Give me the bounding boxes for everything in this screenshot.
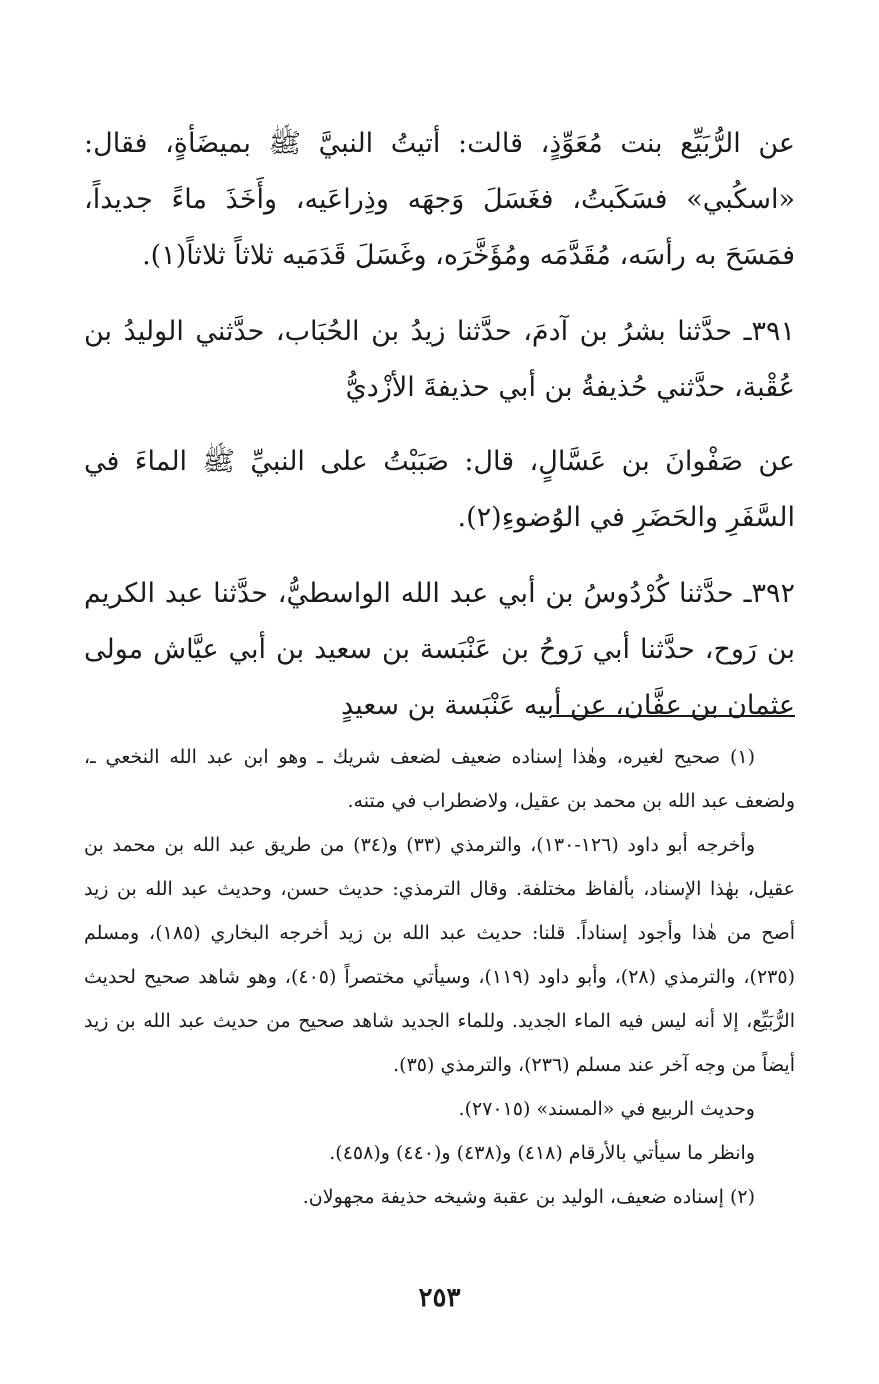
hadith-chain-392: ٣٩٢ـ حدَّثنا كُرْدُوسُ بن أبي عبد الله الواسطيُّ، حدَّثنا عبد الكريم بن رَوح، حدَّثنا أبي رَوحُ بن عَنْبَسة بن سعيد بن أبي عيَّاش مولى عثمان بن عفَّان، عن أبيه عَنْبَسة بن سعيدٍ [84, 578, 795, 721]
page-number: ٢٥٣ [418, 1283, 461, 1313]
footnote-1-musnad-reference: وحديث الربيع في «المسند» (٢٧٠١٥). [458, 1098, 755, 1120]
hadith-text-paragraph: عن صَفْوانَ بن عَسَّالٍ، قال: صَبَبْتُ على النبيِّ ﷺ الماءَ في السَّفَرِ والحَضَرِ في الوُضوءِ(٢). [84, 446, 795, 533]
footnote-2: (٢) إسناده ضعيف، الوليد بن عقبة وشيخه حذيفة مجهولان. [302, 1186, 755, 1208]
hadith-chain-391: ٣٩١ـ حدَّثنا بشرُ بن آدمَ، حدَّثنا زيدُ بن الحُبَاب، حدَّثني الوليدُ بن عُقْبة، حدَّثني حُذيفةُ بن أبي حذيفةَ الأزْديُّ [84, 316, 795, 403]
footnote-1-cross-reference: وانظر ما سيأتي بالأرقام (٤١٨) و(٤٣٨) و(٤٤٠) و(٤٥٨). [329, 1142, 755, 1164]
footnote-1: (١) صحيح لغيره، وهٰذا إسناده ضعيف لضعف شريك ـ وهو ابن عبد الله النخعي ـ، ولضعف عبد الله بن محمد بن عقيل، ولاضطراب في متنه. [84, 746, 795, 812]
footnotes [84, 735, 795, 1219]
footnote-1-continuation: وأخرجه أبو داود (١٢٦-١٣٠)، والترمذي (٣٣) و(٣٤) من طريق عبد الله بن محمد بن عقيل، بهٰذا الإسناد، بألفاظ مختلفة. وقال الترمذي: حديث حسن، وحديث عبد الله بن زيد أصح من هٰذا وأجود إسناداً. قلنا: حديث عبد الله بن زيد أخرجه البخاري (١٨٥)، ومسلم (٢٣٥)، والترمذي (٢٨)، وأبو داود (١١٩)، وسيأتي مختصراً (٤٠٥)، وهو شاهد صحيح لحديث الرُّبَيِّع، إلا أنه ليس فيه الماء الجديد. وللماء الجديد شاهد صحيح من حديث عبد الله بن زيد أيضاً من وجه آخر عند مسلم (٢٣٦)، والترمذي (٣٥). [84, 834, 795, 1076]
footnote-separator [551, 715, 795, 717]
main-text [84, 116, 795, 734]
hadith-text-paragraph: عن الرُّبَيِّع بنت مُعَوِّذٍ، قالت: أتيتُ النبيَّ ﷺ بميضَأةٍ، فقال: «اسكُبي» فسَكَبتُ، فغَسَلَ وَجهَه وذِراعَيه، وأَخَذَ ماءً جديداً، فمَسَحَ به رأسَه، مُقَدَّمَه ومُؤَخَّرَه، وغَسَلَ قَدَمَيه ثلاثاً ثلاثاً(١). [84, 128, 795, 271]
